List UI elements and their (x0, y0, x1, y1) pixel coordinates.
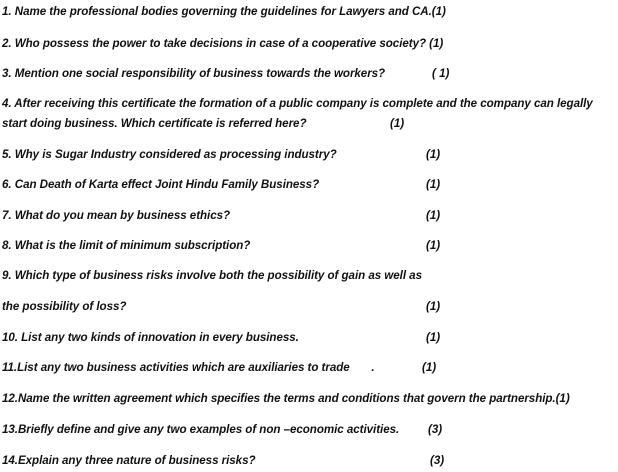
question-1-text: 1. Name the professional bodies governing the guidelines for Lawyers and CA.(1) (2, 5, 446, 18)
question-8-text: 8. What is the limit of minimum subscription? (2, 239, 251, 252)
question-6-marks: (1) (426, 178, 441, 191)
question-3-text: 3. Mention one social responsibility of business towards the workers? (2, 67, 386, 80)
question-13-text: 13.Briefly define and give any two examples of non –economic activities. (2, 423, 400, 436)
question-5-text: 5. Why is Sugar Industry considered as processing industry? (2, 148, 337, 161)
question-6-text: 6. Can Death of Karta effect Joint Hindu Family Business? (2, 178, 320, 191)
question-2-text: 2. Who possess the power to take decisions in case of a cooperative society? (1) (2, 37, 444, 50)
question-3-marks: ( 1) (432, 67, 450, 80)
stray-dot: . (371, 361, 375, 374)
question-11-marks: (1) (422, 361, 437, 374)
question-7-marks: (1) (426, 209, 441, 222)
question-14-marks: (3) (430, 454, 445, 467)
question-13-marks: (3) (428, 423, 443, 436)
question-4-marks: (1) (390, 117, 405, 130)
question-5-marks: (1) (426, 148, 441, 161)
question-7-text: 7. What do you mean by business ethics? (2, 209, 231, 222)
question-9-continued: the possibility of loss? (2, 300, 127, 313)
question-12-text: 12.Name the written agreement which specifies the terms and conditions that govern the partnership.(1) (2, 392, 570, 405)
question-9-marks: (1) (426, 300, 441, 313)
question-8-marks: (1) (426, 239, 441, 252)
question-10-marks: (1) (426, 331, 441, 344)
question-11-text: 11.List any two business activities which are auxiliaries to trade (2, 361, 350, 374)
question-14-text: 14.Explain any three nature of business risks? (2, 454, 256, 467)
question-10-text: 10. List any two kinds of innovation in every business. (2, 331, 299, 344)
question-9-text: 9. Which type of business risks involve both the possibility of gain as well as (2, 269, 422, 282)
question-4-text: 4. After receiving this certificate the formation of a public company is complete and the company can legally (2, 97, 593, 110)
question-4-continued: start doing business. Which certificate is referred here? (2, 117, 307, 130)
